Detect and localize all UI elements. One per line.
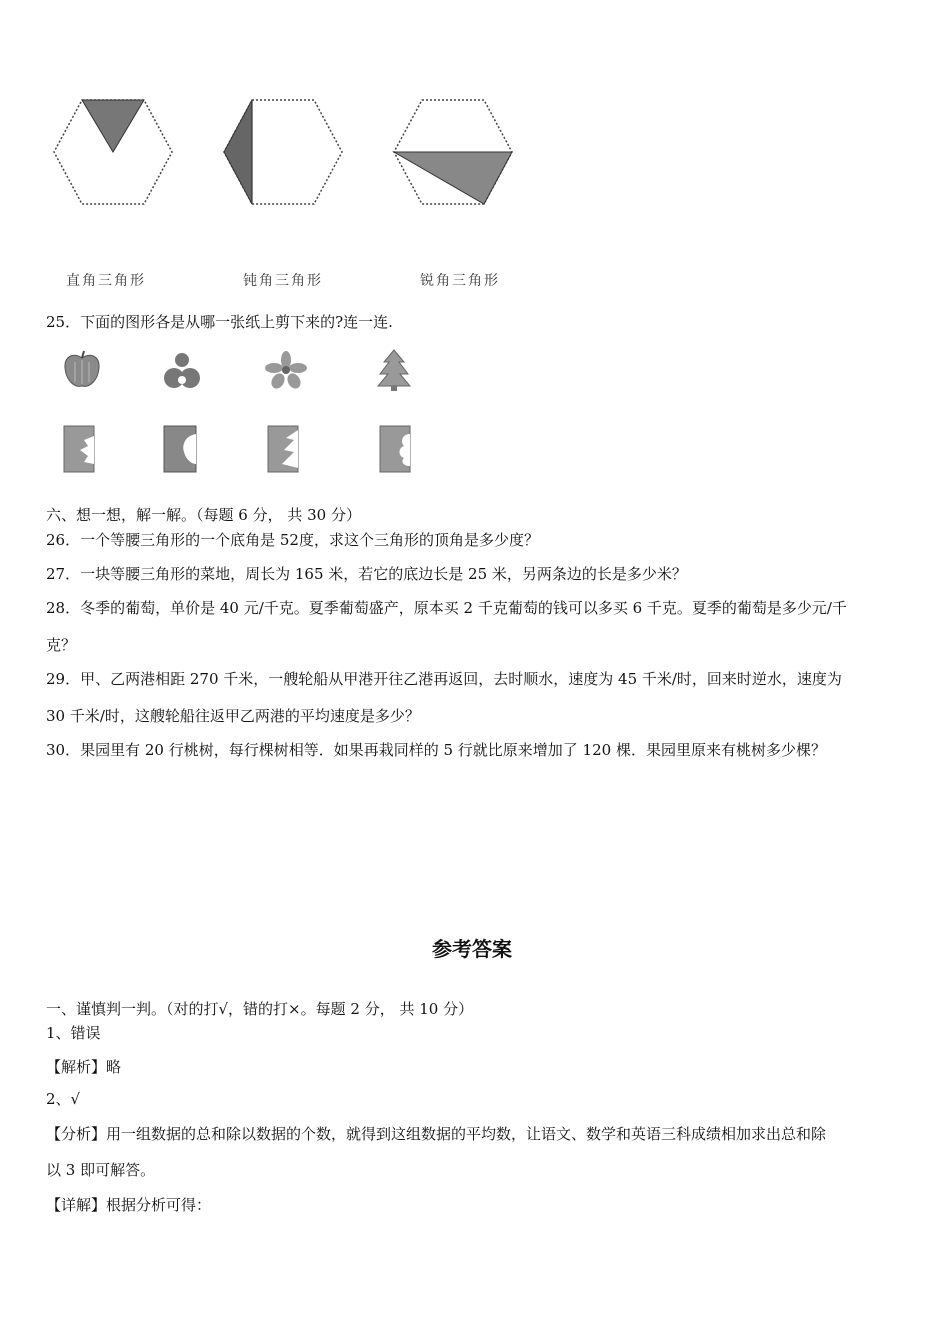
caption-obtuse-triangle: 钝角三角形 xyxy=(243,273,323,289)
answer-2-analysis-line2: 以 3 即可解答。 xyxy=(46,1161,156,1179)
answer-2-detail: 【详解】根据分析可得： xyxy=(46,1196,212,1214)
hexagon-obtuse-triangle-figure xyxy=(220,96,346,208)
answer-1: 1、错误 xyxy=(46,1024,101,1042)
answers-title: 参考答案 xyxy=(432,937,512,961)
folded-paper-1-icon xyxy=(62,424,96,474)
folded-paper-3-icon xyxy=(266,424,300,474)
answer-1-analysis: 【解析】略 xyxy=(46,1058,122,1076)
question-27: 27．一块等腰三角形的菜地，周长为 165 米，若它的底边长是 25 米，另两条边的长是多少米？ xyxy=(46,565,687,583)
tree-cutout-icon xyxy=(374,348,414,392)
question-28-line2: 克？ xyxy=(46,636,77,654)
question-26: 26．一个等腰三角形的一个底角是 52度，求这个三角形的顶角是多少度？ xyxy=(46,531,539,549)
caption-acute-triangle: 锐角三角形 xyxy=(420,273,500,289)
answers-section-1-title: 一、谨慎判一判。（对的打√，错的打×。每题 2 分， 共 10 分） xyxy=(46,1000,474,1018)
gourd-cutout-icon xyxy=(162,348,202,392)
question-30: 30．果园里有 20 行桃树，每行棵树相等．如果再栽同样的 5 行就比原来增加了 120 棵．果园里原来有桃树多少棵？ xyxy=(46,741,826,759)
answer-2: 2、√ xyxy=(46,1090,81,1108)
question-29-line2: 30 千米/时，这艘轮船往返甲乙两港的平均速度是多少？ xyxy=(46,707,420,725)
question-25: 25．下面的图形各是从哪一张纸上剪下来的?连一连. xyxy=(46,313,393,331)
caption-right-triangle: 直角三角形 xyxy=(66,273,146,289)
flower-cutout-icon xyxy=(264,350,308,390)
folded-paper-2-icon xyxy=(162,424,198,474)
question-28-line1: 28．冬季的葡萄，单价是 40 元/千克。夏季葡萄盛产，原本买 2 千克葡萄的钱可以多买 6 千克。夏季的葡萄是多少元/千 xyxy=(46,599,847,617)
hexagon-right-triangle-figure xyxy=(50,96,176,208)
folded-paper-4-icon xyxy=(378,424,412,474)
hexagon-acute-triangle-figure xyxy=(390,96,516,208)
answer-2-analysis-line1: 【分析】用一组数据的总和除以数据的个数，就得到这组数据的平均数，让语文、数学和英语三科成绩相加求出总和除 xyxy=(46,1125,827,1143)
apple-cutout-icon xyxy=(60,348,104,392)
section-6-title: 六、想一想，解一解。（每题 6 分， 共 30 分） xyxy=(46,506,361,524)
question-29-line1: 29．甲、乙两港相距 270 千米，一艘轮船从甲港开往乙港再返回，去时顺水，速度为 45 千米/时，回来时逆水，速度为 xyxy=(46,670,842,688)
